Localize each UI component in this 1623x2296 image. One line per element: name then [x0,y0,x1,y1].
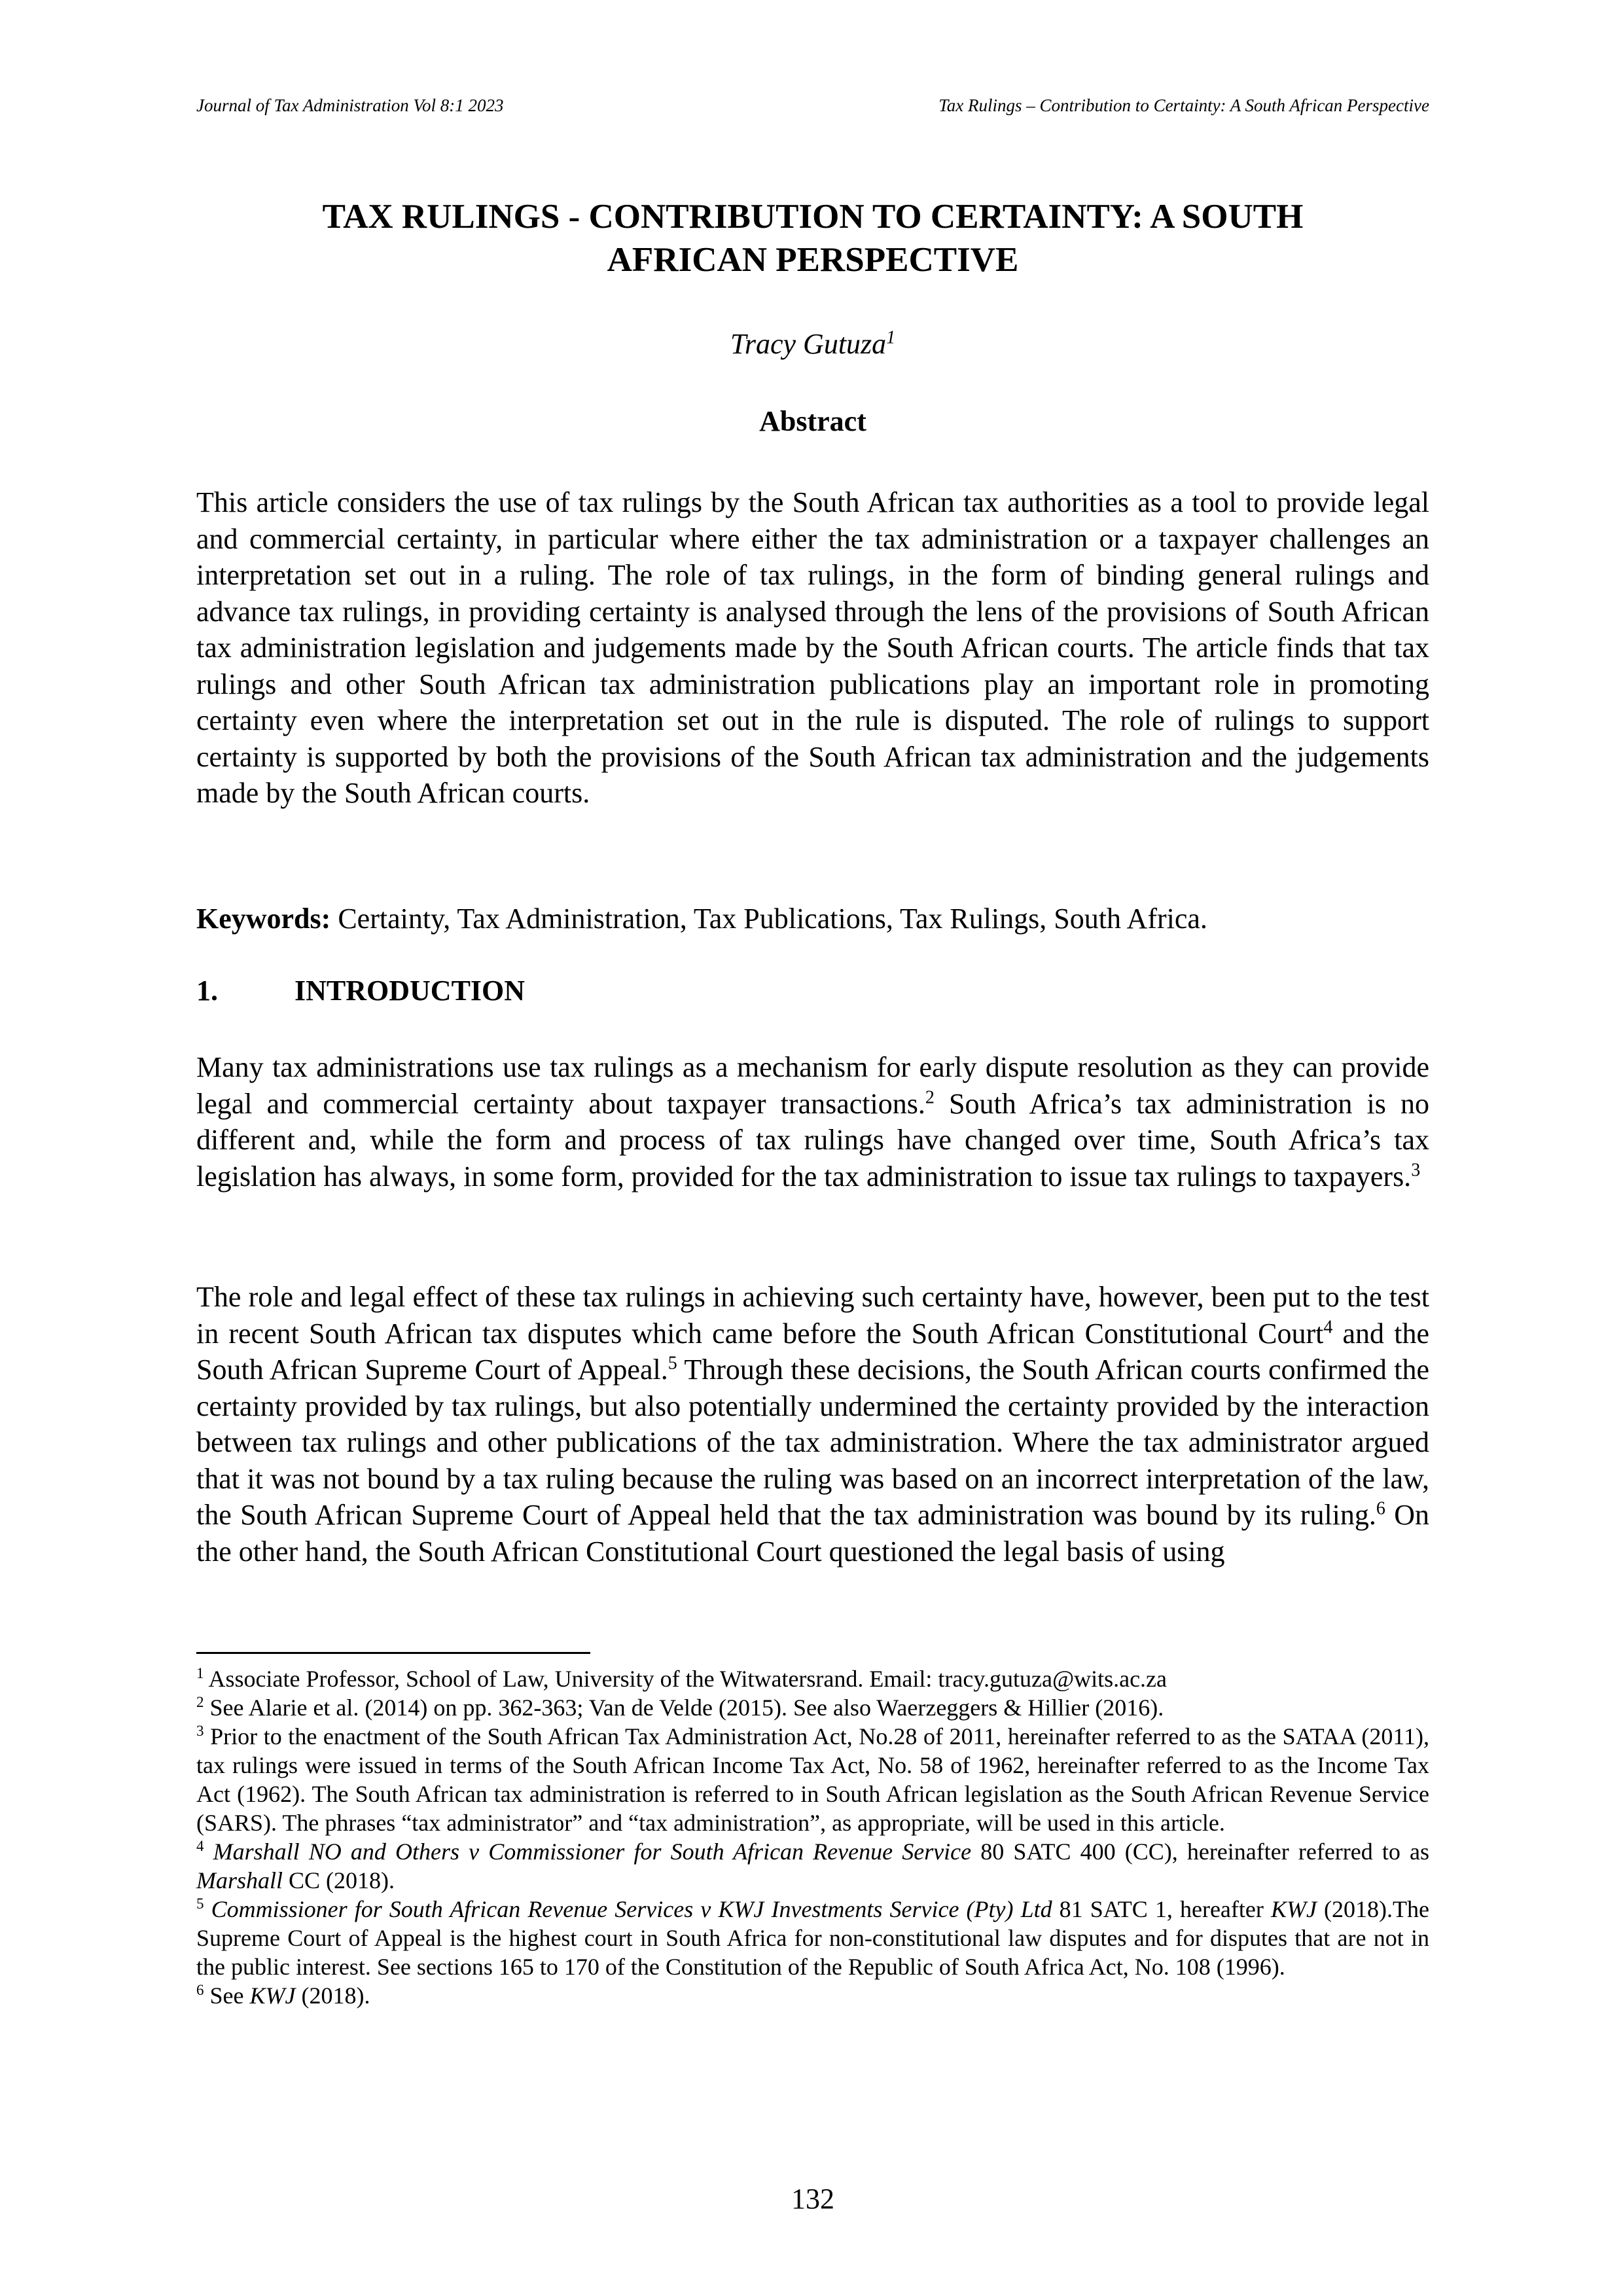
footnote-ref-5[interactable]: 5 [668,1353,677,1374]
footnote-1 [196,1664,1429,1693]
case-name: Marshall NO and Others v Commissioner for South African Revenue Service [204,1839,972,1865]
page-number: 132 [791,2183,834,2215]
article-title [196,195,1429,281]
intro-p1-text-b: South Africa’s tax administration is no different and, while the form and process of tax rulings have changed over time, South Africa’s tax legislation has always, in some form, provided for the tax administration to issue tax rulings to taxpayers. [196,1087,1430,1193]
keywords-label: Keywords: [196,903,331,935]
footnote-text: Prior to the enactment of the South African Tax Administration Act, No.28 of 2011, hereinafter referred to as the SATAA (2011), tax rulings were issued in terms of the South African Income Tax Act, No. 58 of 1962, hereinafter referred to as the Income Tax Act (1962). The South African tax administration is referred to in South African legislation as the South African Revenue Service (SARS). The phrases “tax administrator” and “tax administration”, as appropriate, will be used in this article. [196,1723,1429,1836]
case-name: Commissioner for South African Revenue Services v KWJ Investments Service (Pty) Ltd [204,1896,1052,1922]
case-short-name: Marshall [196,1867,283,1893]
footnote-number: 1 [196,1665,204,1681]
author-line [196,327,1429,361]
intro-p2-text-c: Through these decisions, the South African courts confirmed the certainty provided by tax rulings, but also potentially undermined the certainty provided by the interaction between tax rulings and other publications of the tax administration. Where the tax administrator argued that it was not bound by a tax ruling because the ruling was based on an incorrect interpretation of the law, the South African Supreme Court of Appeal held that the tax administration was bound by its ruling. [196,1354,1430,1531]
intro-paragraph-1 [196,1049,1429,1194]
footnote-number: 2 [196,1694,204,1710]
intro-paragraph-2 [196,1279,1429,1570]
keywords [196,901,1429,937]
intro-p2-text-d: On the other hand, the South African Constitutional Court questioned the legal basis of using [196,1499,1429,1568]
footnote-2 [196,1693,1429,1722]
case-short-name: KWJ [249,1982,296,2009]
journal-citation: Journal of Tax Administration Vol 8:1 2023 [196,96,504,115]
footnote-6 [196,1981,1429,2010]
abstract-heading: Abstract [759,405,866,437]
footnote-ref-4[interactable]: 4 [1323,1316,1333,1337]
footnote-text: Associate Professor, School of Law, University of the Witwatersrand. Email: tracy.gutuza@wits.ac.za [204,1666,1168,1692]
intro-p2-text-a: The role and legal effect of these tax rulings in achieving such certainty have, however, been put to the test in recent South African tax disputes which came before the South African Constitutional Court [196,1281,1429,1350]
case-short-name: KWJ [1270,1896,1317,1922]
footnote-3 [196,1722,1429,1837]
author-name: Tracy Gutuza [730,328,887,360]
footnote-number: 4 [196,1838,204,1854]
footnote-4 [196,1837,1429,1895]
footnote-number: 3 [196,1723,204,1739]
section-heading-introduction [196,974,525,1007]
footnote-ref-1[interactable]: 1 [886,327,896,348]
paper-page [196,0,1429,2296]
footnote-number: 5 [196,1895,204,1912]
footnote-text: 80 SATC 400 (CC), hereinafter referred to as [971,1839,1430,1865]
article-title-line-1: TAX RULINGS - CONTRIBUTION TO CERTAINTY: A SOUTH [322,198,1304,236]
intro-p2-text-b: and the South African Supreme Court of Appeal. [196,1317,1429,1386]
footnote-text: See Alarie et al. (2014) on pp. 362-363; Van de Velde (2015). See also Waerzeggers & Hillier (2016). [204,1695,1164,1721]
footnote-ref-3[interactable]: 3 [1411,1159,1421,1180]
footnote-number: 6 [196,1982,204,1998]
footnotes [196,1664,1429,2010]
footnote-text: CC (2018). [283,1867,395,1893]
intro-p1-text-a: Many tax administrations use tax rulings as a mechanism for early dispute resolution as they can provide legal and commercial certainty about taxpayer transactions. [196,1051,1429,1120]
section-number: 1. [196,975,218,1007]
abstract-text: This article considers the use of tax rulings by the South African tax authorities as a tool to provide legal and commercial certainty, in particular where either the tax administration or a taxpayer challenges an interpretation set out in a ruling. The role of tax rulings, in the form of binding general rulings and advance tax rulings, in providing certainty is analysed through the lens of the provisions of South African tax administration legislation and judgements made by the South African courts. The article finds that tax rulings and other South African tax administration publications play an important role in promoting certainty even where the interpretation set out in the rule is disputed. The role of rulings to support certainty is supported by both the provisions of the South African tax administration and the judgements made by the South African courts. [196,486,1429,809]
footnote-text: (2018).The Supreme Court of Appeal is the highest court in South Africa for non-constitutional law disputes and for disputes that are not in the public interest. See sections 165 to 170 of the Constitution of the Republic of South Africa Act, No. 108 (1996). [196,1896,1429,1980]
footnote-divider [196,1652,590,1654]
keywords-list: Certainty, Tax Administration, Tax Publications, Tax Rulings, South Africa. [330,903,1207,935]
footnote-text: 81 SATC 1, hereafter [1052,1896,1271,1922]
footnote-text: See [204,1982,250,2009]
running-title: Tax Rulings – Contribution to Certainty: A South African Perspective [938,96,1429,115]
footnote-text: (2018). [295,1982,370,2009]
section-title: INTRODUCTION [294,975,526,1007]
article-title-line-2: AFRICAN PERSPECTIVE [607,241,1019,279]
footnote-ref-6[interactable]: 6 [1376,1498,1385,1519]
running-header [196,96,1429,116]
footnote-5 [196,1895,1429,1981]
footnote-ref-2[interactable]: 2 [925,1086,935,1107]
